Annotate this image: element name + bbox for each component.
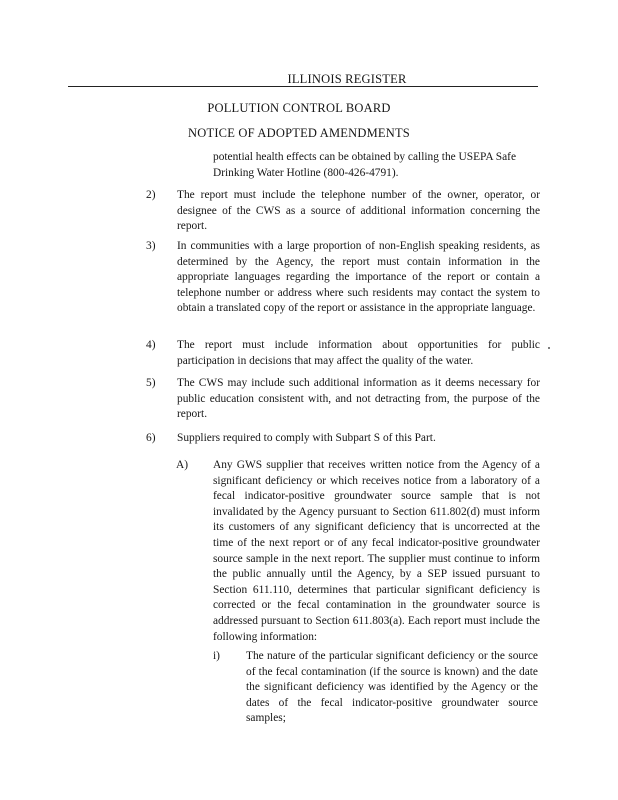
notice-title: NOTICE OF ADOPTED AMENDMENTS — [188, 126, 410, 140]
scan-speck — [548, 347, 550, 349]
register-header: ILLINOIS REGISTER — [287, 72, 407, 86]
item-text-5: The CWS may include such additional information as it deems necessary for public education consistent with, and not detracting from, the purpose of the report. — [177, 377, 540, 421]
header-rule — [68, 86, 538, 87]
subitem-number-a: A) — [176, 459, 189, 471]
board-title: POLLUTION CONTROL BOARD — [207, 101, 391, 115]
item-text-2: The report must include the telephone number of the owner, operator, or designee of the CWS as a source of additional information concerning the report. — [177, 189, 540, 233]
continuation-paragraph: potential health effects can be obtained by calling the USEPA Safe Drinking Water Hotline (800-426-4791). — [213, 151, 517, 179]
item-number-5: 5) — [146, 377, 156, 389]
item-number-2: 2) — [146, 189, 156, 201]
subitem-text-a: Any GWS supplier that receives written notice from the Agency of a significant deficiency or which receives notice from a laboratory of a fecal indicator-positive groundwater source sample that is not invalidated by the Agency pursuant to Section 611.802(d) must inform its customers of any significant deficiency that is uncorrected at the time of the next report or of any fecal indicator-positive groundwater source sample in the next report. The supplier must continue to inform the public annually until the Agency, by a SEP issued pursuant to Section 611.110, determines that particular significant deficiency is corrected or the fecal contamination in the groundwater source is addressed pursuant to Section 611.803(a). Each report must include the following information: — [213, 459, 540, 643]
item-number-6: 6) — [146, 432, 156, 444]
item-number-3: 3) — [146, 240, 156, 252]
subitem-text-i: The nature of the particular significant deficiency or the source of the fecal contamination (if the source is known) and the date the significant deficiency was identified by the Agency or the dates of the fecal indicator-positive groundwater source samples; — [246, 650, 538, 725]
subitem-number-i: i) — [213, 650, 220, 662]
item-text-4: The report must include information about opportunities for public participation in decisions that may affect the quality of the water. — [177, 339, 540, 367]
item-text-6: Suppliers required to comply with Subpart S of this Part. — [177, 432, 436, 444]
item-number-4: 4) — [146, 339, 156, 351]
item-text-3: In communities with a large proportion of non-English speaking residents, as determined by the Agency, the report must contain information in the appropriate languages regarding the importance of the report or contain a telephone number or address where such residents may contact the system to obtain a translated copy of the report or assistance in the appropriate language. — [177, 240, 540, 315]
